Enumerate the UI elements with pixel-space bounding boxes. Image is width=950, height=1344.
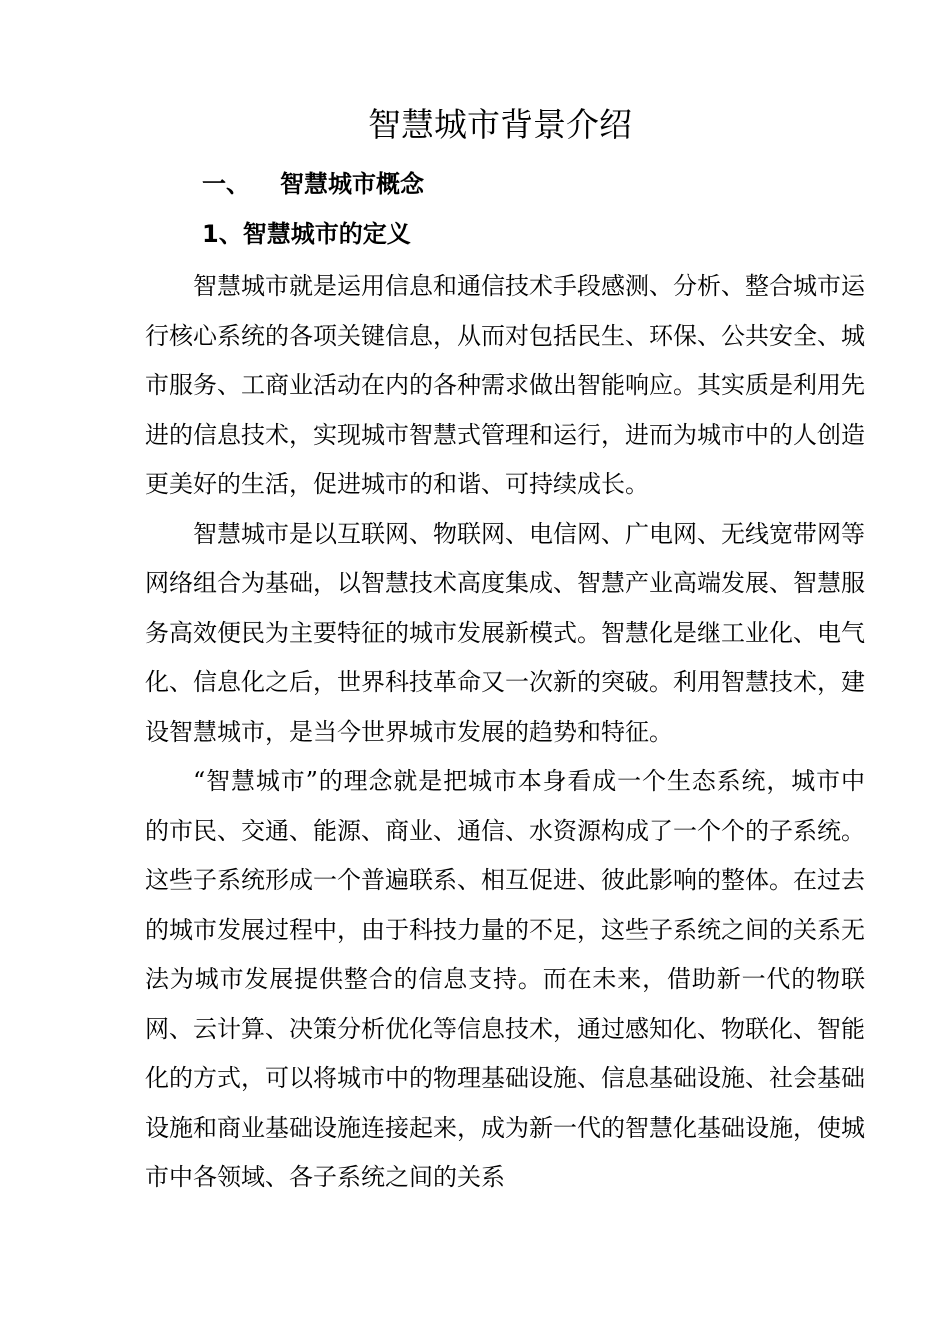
paragraph: 智慧城市是以互联网、物联网、电信网、广电网、无线宽带网等网络组合为基础，以智慧技术高度集成、智慧产业高端发展、智慧服务高效便民为主要特征的城市发展新模式。智慧化是继工业化、电气化、信息化之后，世界科技革命又一次新的突破。利用智慧技术，建设智慧城市，是当今世界城市发展的趋势和特征。 [145,519,865,746]
paragraph: 智慧城市就是运用信息和通信技术手段感测、分析、整合城市运行核心系统的各项关键信息，从而对包括民生、环保、公共安全、城市服务、工商业活动在内的各种需求做出智能响应。其实质是利用先进的信息技术，实现城市智慧式管理和运行，进而为城市中的人创造更美好的生活，促进城市的和谐、可持续成长。 [145,272,865,498]
section-title: 智慧城市概念 [280,170,424,198]
page-title: 智慧城市背景介绍 [368,105,632,144]
paragraph: “智慧城市”的理念就是把城市本身看成一个生态系统，城市中的市民、交通、能源、商业、通信、水资源构成了一个个的子系统。这些子系统形成一个普遍联系、相互促进、彼此影响的整体。在过去的城市发展过程中，由于科技力量的不足，这些子系统之间的关系无法为城市发展提供整合的信息支持。而在未来，借助新一代的物联网、云计算、决策分析优化等信息技术，通过感知化、物联化、智能化的方式，可以将城市中的物理基础设施、信息基础设施、社会基础设施和商业基础设施连接起来，成为新一代的智慧化基础设施，使城市中各领域、各子系统之间的关系 [145,767,865,1191]
subsection-heading: 1、智慧城市的定义 [202,220,411,248]
document-body [145,262,865,1203]
section-number: 一、 [202,170,250,198]
section-heading [202,162,424,206]
